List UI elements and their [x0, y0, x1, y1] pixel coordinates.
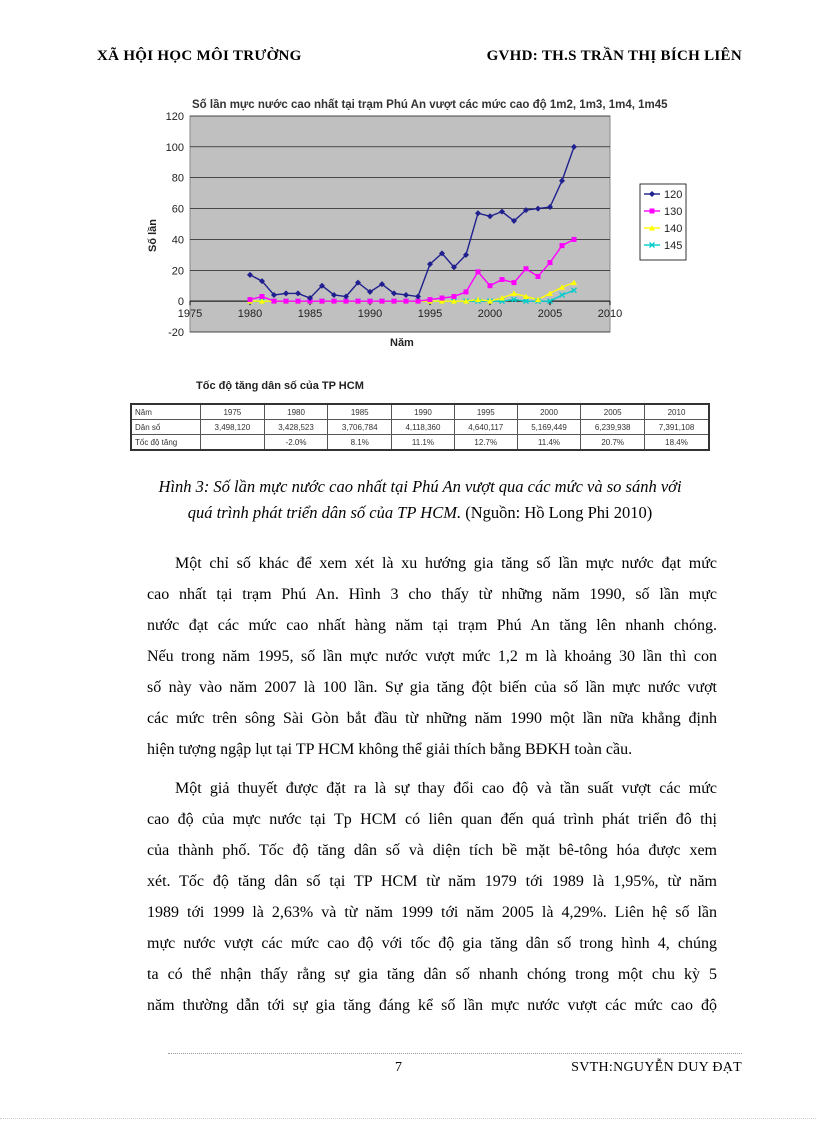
y-tick-label: 80: [171, 172, 184, 185]
paragraph-2: [147, 773, 717, 1021]
table-cell: 2010: [645, 404, 709, 420]
data-point: [488, 283, 493, 288]
paragraph-line: của thành phố. Tốc độ tăng dân số và diện tích bề mặt bê-tông hóa được xem: [147, 842, 717, 859]
table-cell: 2000: [517, 404, 581, 420]
data-point: [476, 269, 481, 274]
table-cell: Tốc độ tăng: [131, 435, 201, 451]
paragraph-line: các mức trên sông Sài Gòn bắt đầu từ những năm 1990 một lần nữa khẳng định: [147, 710, 717, 727]
paragraph-line: cao nhất tại trạm Phú An. Hình 3 cho thấy từ những năm 1990, số lần mực: [147, 586, 717, 603]
data-point: [284, 299, 289, 304]
x-tick-label: 1990: [357, 308, 383, 321]
data-point: [356, 299, 361, 304]
table-cell: 7,391,108: [645, 420, 709, 435]
paragraph-line: Nếu trong năm 1995, số lần mực nước vượt mức 1,2 m là khoảng 30 lần thì con: [147, 648, 717, 665]
footer-divider: [168, 1053, 742, 1054]
page-number: 7: [395, 1060, 402, 1075]
table-cell: 6,239,938: [581, 420, 645, 435]
data-point: [560, 243, 565, 248]
paragraph-line: ta có thể nhận thấy rằng sự gia tăng dân số nhanh chóng trong một chu kỳ 5: [147, 966, 717, 983]
paragraph-line: cao độ của mực nước tại Tp HCM có liên quan đến quá trình phát triển đô thị: [147, 811, 717, 828]
x-tick-label: 1985: [297, 308, 323, 321]
table-cell: 12.7%: [454, 435, 517, 451]
data-point: [380, 299, 385, 304]
legend-label: 145: [664, 240, 683, 252]
y-tick-label: 0: [177, 296, 184, 309]
table-cell: -2.0%: [264, 435, 328, 451]
legend-label: 120: [664, 189, 683, 201]
table-cell: 4,640,117: [454, 420, 517, 435]
table-cell: 8.1%: [328, 435, 392, 451]
data-point: [464, 289, 469, 294]
chart-legend: [640, 184, 686, 260]
data-point: [500, 277, 505, 282]
table-cell: [201, 435, 265, 451]
table-row: [131, 435, 709, 451]
header-right-advisor: GVHD: TH.S TRẦN THỊ BÍCH LIÊN: [486, 48, 742, 64]
header-left-title: XÃ HỘI HỌC MÔI TRƯỜNG: [97, 48, 302, 64]
table-cell: 5,169,449: [517, 420, 581, 435]
table-cell: 1995: [454, 404, 517, 420]
table-cell: 1990: [392, 404, 455, 420]
y-axis-label: Số lần: [147, 218, 159, 252]
legend-label: 140: [664, 223, 683, 235]
paragraph-line: xét. Tốc độ tăng dân số tại TP HCM từ năm 1979 tới 1989 là 1,95%, từ năm: [147, 873, 717, 890]
x-tick-label: 2005: [537, 308, 563, 321]
table-cell: 3,706,784: [328, 420, 392, 435]
chart-svg: [130, 94, 690, 356]
data-point: [536, 274, 541, 279]
table-cell: 3,428,523: [264, 420, 328, 435]
data-point: [404, 299, 409, 304]
table-row: [131, 420, 709, 435]
chart-title: Số lần mực nước cao nhất tại trạm Phú An vượt các mức cao độ 1m2, 1m3, 1m4, 1m45: [192, 99, 668, 111]
data-point: [320, 299, 325, 304]
y-tick-label: 60: [171, 203, 184, 216]
caption-line-1: Hình 3: Số lần mực nước cao nhất tại Phú An vượt qua các mức và so sánh với: [158, 477, 682, 496]
data-point: [332, 299, 337, 304]
plot-area: [190, 116, 610, 332]
paragraph-line: 1989 tới 1999 là 2,63% và từ năm 1999 tới năm 2005 là 4,29%. Liên hệ số lần: [147, 904, 717, 921]
x-tick-label: 2000: [477, 308, 503, 321]
footer-author: SVTH:NGUYỄN DUY ĐẠT: [571, 1060, 742, 1075]
table-cell: 4,118,360: [392, 420, 455, 435]
data-point: [572, 237, 577, 242]
x-tick-label: 1975: [177, 308, 203, 321]
y-tick-label: 100: [165, 141, 184, 154]
table-cell: 11.1%: [392, 435, 455, 451]
paragraph-line: số này vào năm 2007 là 100 lần. Sự gia tăng đột biến của số lần mực nước vượt: [147, 679, 717, 696]
caption-line-2: [120, 500, 720, 526]
table-cell: Dân số: [131, 420, 201, 435]
caption-line-2-italic: quá trình phát triển dân số của TP HCM.: [187, 503, 462, 522]
data-point: [260, 294, 265, 299]
table-cell: 1985: [328, 404, 392, 420]
data-point: [272, 299, 277, 304]
x-tick-label: 1995: [417, 308, 443, 321]
x-tick-label: 2010: [597, 308, 623, 321]
table-cell: Năm: [131, 404, 201, 420]
paragraph-line: Một giả thuyết được đặt ra là sự thay đổi cao độ và tần suất vượt các mức: [175, 780, 717, 797]
population-table: [130, 403, 710, 451]
y-tick-label: 120: [165, 111, 184, 123]
paragraph-line: hiện tượng ngập lụt tại TP HCM không thể giải thích bằng BĐKH toàn cầu.: [147, 741, 633, 758]
table-cell: 2005: [581, 404, 645, 420]
data-point: [248, 297, 253, 302]
table-cell: 1975: [201, 404, 265, 420]
data-point: [392, 299, 397, 304]
x-tick-label: 1980: [237, 308, 263, 321]
data-point: [368, 299, 373, 304]
paragraph-1: [147, 548, 717, 765]
table-cell: 3,498,120: [201, 420, 265, 435]
data-point: [296, 299, 301, 304]
paragraph-line: mực nước vượt các mức cao độ với tốc độ gia tăng dân số trong hình 4, chúng: [147, 935, 717, 952]
page-bottom-divider: [0, 1118, 816, 1119]
data-point: [512, 280, 517, 285]
y-tick-label: 20: [171, 265, 184, 278]
data-point: [548, 260, 553, 265]
figure-caption: [120, 474, 720, 526]
paragraph-line: nước đạt các mức cao nhất hàng năm tại trạm Phú An tăng lên nhanh chóng.: [147, 617, 717, 634]
table-cell: 1980: [264, 404, 328, 420]
data-point: [650, 209, 655, 214]
data-point: [524, 266, 529, 271]
paragraph-line: năm thường dẫn tới sự gia tăng đáng kể số lần mực nước vượt các mức cao độ: [147, 997, 717, 1014]
caption-source: (Nguồn: Hồ Long Phi 2010): [461, 503, 653, 522]
table-cell: 11.4%: [517, 435, 581, 451]
x-axis-label: Năm: [390, 337, 414, 349]
table-cell: 20.7%: [581, 435, 645, 451]
legend-label: 130: [664, 206, 683, 218]
y-tick-label: 40: [171, 234, 184, 247]
data-point: [428, 297, 433, 302]
table-cell: 18.4%: [645, 435, 709, 451]
table-header-row: [131, 404, 709, 420]
data-point: [452, 294, 457, 299]
y-tick-label: -20: [168, 327, 184, 339]
data-point: [440, 296, 445, 301]
water-level-chart: [130, 94, 690, 356]
paragraph-line: Một chỉ số khác để xem xét là xu hướng gia tăng số lần mực nước đạt mức: [175, 555, 717, 572]
table-title: Tốc độ tăng dân số của TP HCM: [196, 380, 364, 392]
